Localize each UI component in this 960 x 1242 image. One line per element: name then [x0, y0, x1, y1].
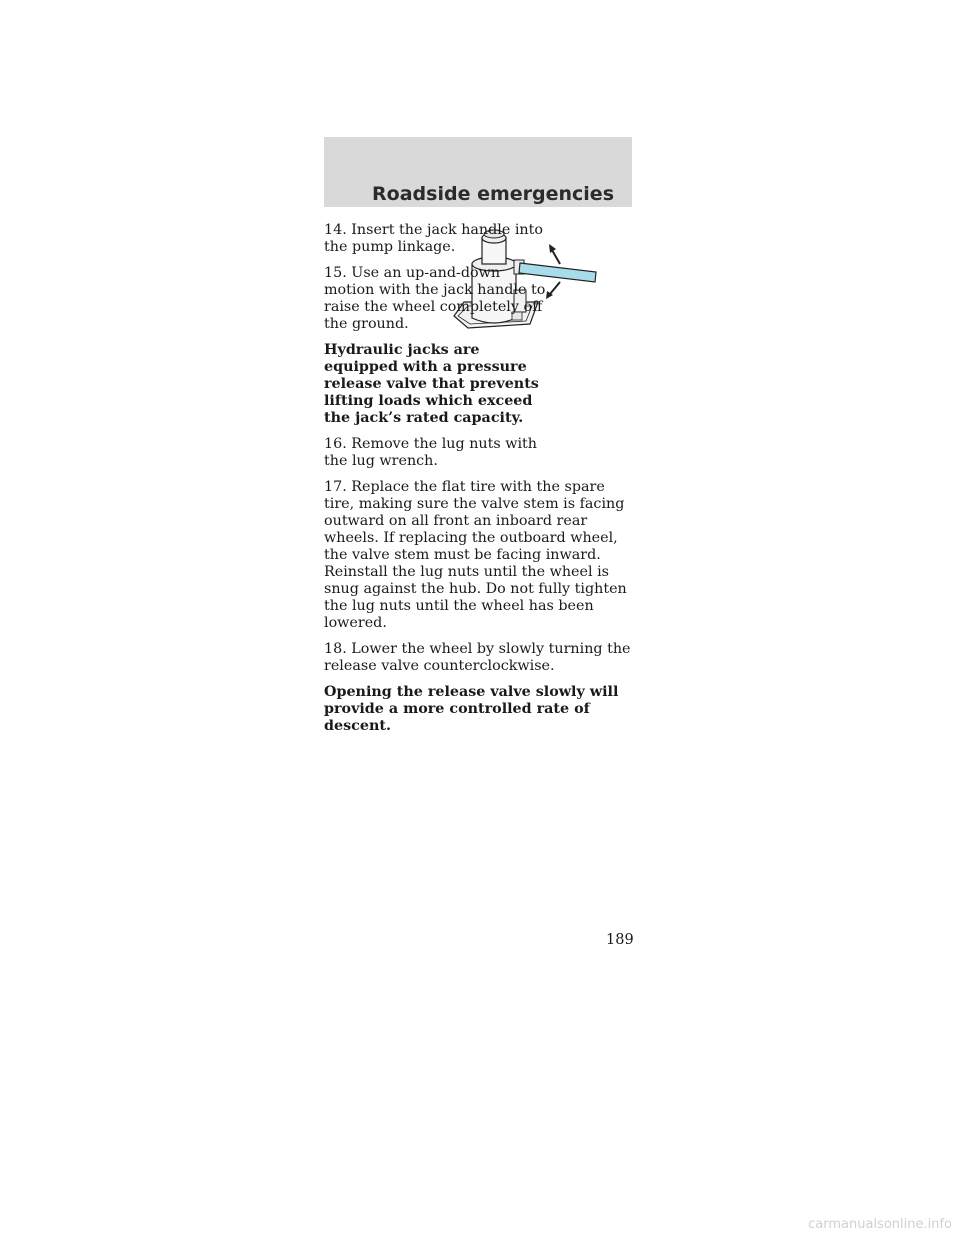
step-15: 15. Use an up-and-down motion with the jack handle to raise the wheel completely off the ground.	[324, 265, 546, 332]
page-content	[324, 222, 636, 744]
release-valve-note: Opening the release valve slowly will provide a more controlled rate of descent.	[324, 684, 619, 734]
step-17: 17. Replace the flat tire with the spare tire, making sure the valve stem is facing outward on all front an inboard rear wheels. If replacing the outboard wheel, the valve stem must be facing inward. Reinstall the lug nuts until the wheel is snug against the hub. Do not fully tighten the lug nuts until the wheel has been lowered.	[324, 479, 627, 631]
step-18: 18. Lower the wheel by slowly turning the release valve counterclockwise.	[324, 641, 631, 674]
section-title: Roadside emergencies	[372, 183, 614, 205]
watermark: carmanualsonline.info	[808, 1217, 952, 1232]
section-header-band	[324, 137, 632, 207]
page-number: 189	[606, 932, 634, 948]
step-14: 14. Insert the jack handle into the pump linkage.	[324, 222, 543, 255]
step-16: 16. Remove the lug nuts with the lug wrench.	[324, 436, 537, 469]
jack-capacity-note: Hydraulic jacks are equipped with a pressure release valve that prevents lifting loads which exceed the jack’s rated capacity.	[324, 342, 539, 426]
